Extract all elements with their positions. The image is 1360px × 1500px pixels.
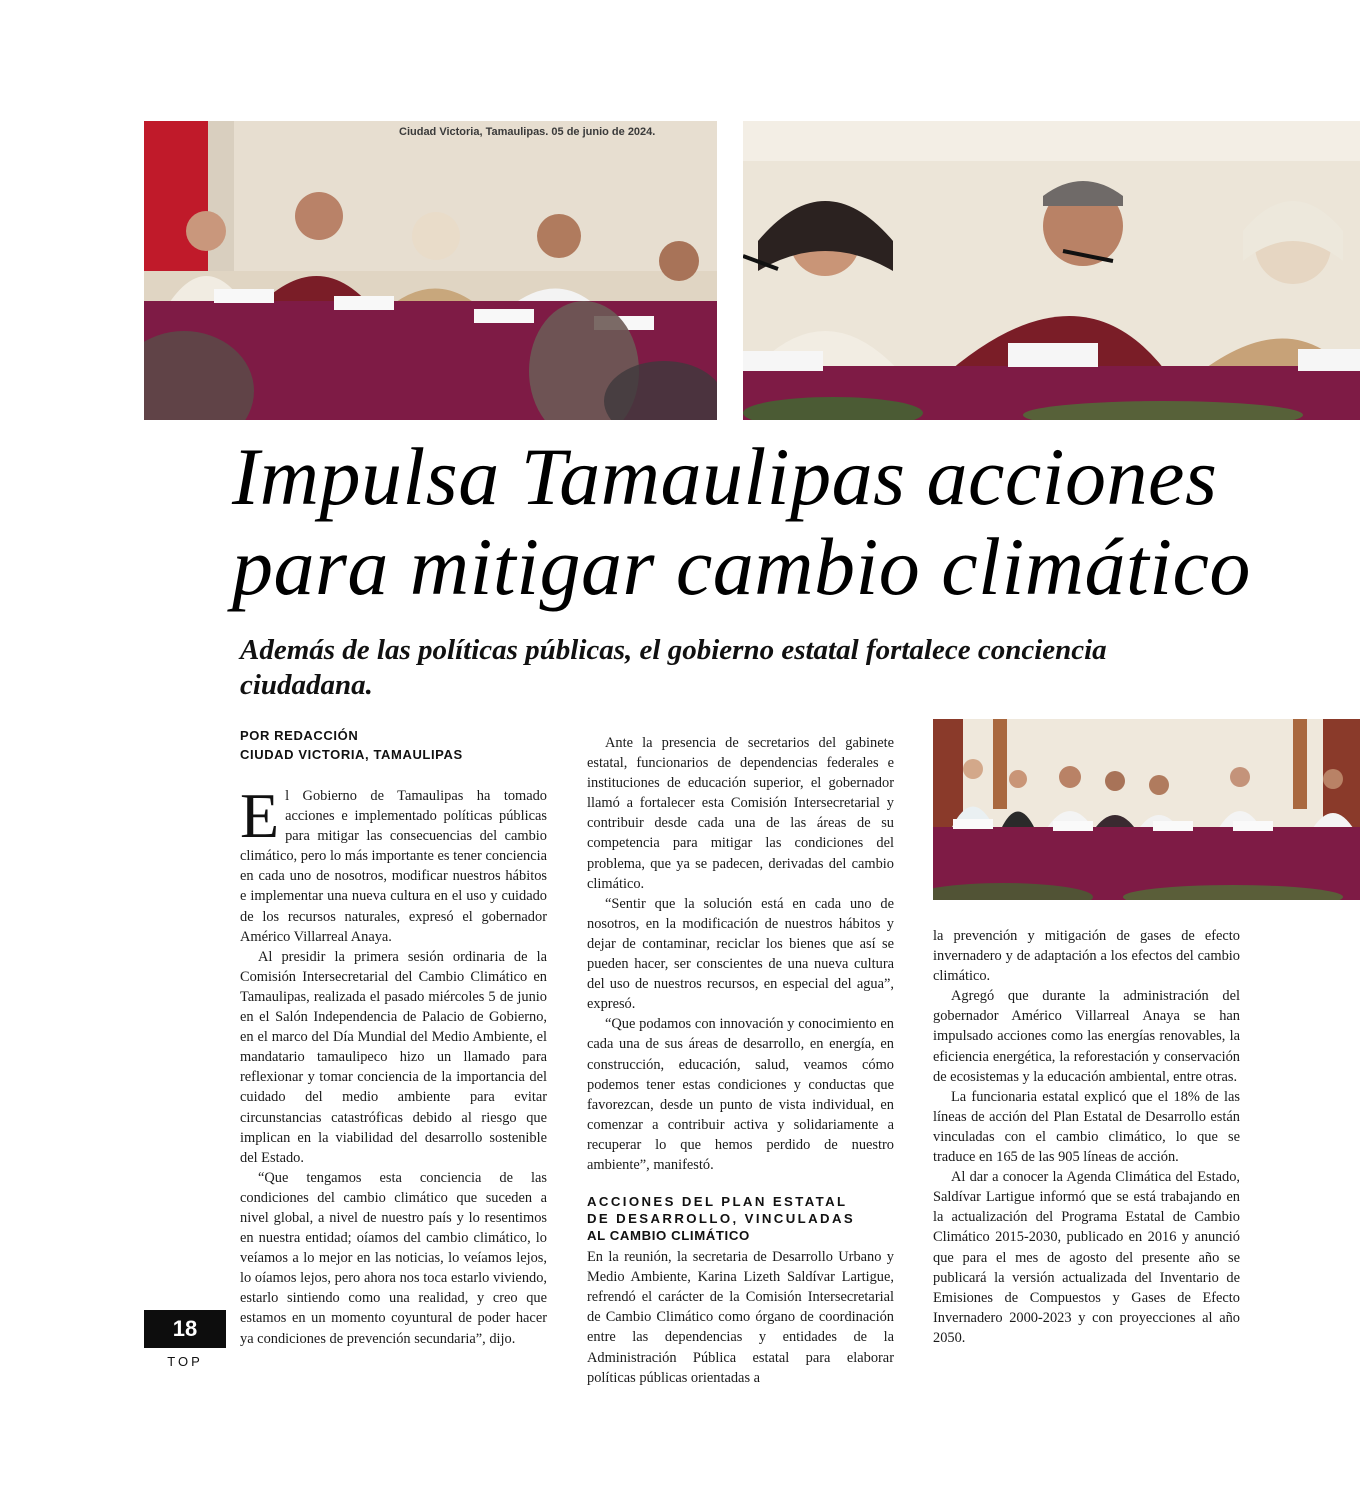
article-paragraph: Al presidir la primera sesión ordinaria de la Comisión Intersecretarial del Cambio Climático en Tamaulipas, realizada el pasado miércoles 5 de junio en el Salón Independencia de Palacio de Gobierno, en el marco del Día Mundial del Medio Ambiente, el mandatario tamaulipeco hizo un llamado para reflexionar y tomar conciencia de la importancia del cuidado del medio ambiente para evitar circunstancias catastróficas debido al riesgo que implican en la viabilidad del desarrollo sostenible del Estado. <box>240 948 547 1166</box>
article-column-2 <box>587 733 894 1388</box>
article-subheadline: Además de las políticas públicas, el gobierno estatal fortalece conciencia ciudadana. <box>240 634 1107 701</box>
section-heading: ACCIONES DEL PLAN ESTATAL DE DESARROLLO, VINCULADAS AL CAMBIO CLIMÁTICO <box>587 1194 856 1244</box>
drop-cap: E <box>240 780 280 851</box>
article-paragraph: En la reunión, la secretaria de Desarrollo Urbano y Medio Ambiente, Karina Lizeth Saldívar Lartigue, refrendó el carácter de la Comisión Intersecretarial de Cambio Climático como órgano de coordinación entre las dependencias y entidades de la Administración Pública estatal para elaborar políticas públicas orientadas a <box>587 1249 894 1386</box>
article-paragraph: “Que tengamos esta conciencia de las condiciones del cambio climático que suceden a nivel global, a nivel de nuestro país y lo resentimos en nuestra entidad; oíamos del cambio climático, lo veíamos a lo mejor en las noticias, lo veíamos lejos, lo oíamos lejos, pero ahora nos toca estarlo viviendo, estarlo sintiendo como una realidad, y creo que estamos en un momento coyuntural de poder hacer ya condiciones de prevención secundaria”, dijo. <box>240 1169 547 1347</box>
article-column-1 <box>240 780 547 1349</box>
photo-commission-panel-image <box>933 719 1360 900</box>
article-paragraph: “Sentir que la solución está en cada uno de nosotros, en la modificación de nuestros hábitos y dejar de contaminar, reciclar los bienes que así se pueden hacer, ser conscientes de una nueva cultura del uso de nuestros recursos, en especial del agua”, expresó. <box>587 895 894 1013</box>
magazine-name: TOP <box>167 1354 203 1369</box>
article-paragraph: Ante la presencia de secretarios del gabinete estatal, funcionarios de dependencias federales e instituciones de educación superior, el gobernador llamó a fortalecer esta Comisión Intersecretarial y contribuir desde cada una de las áreas de su competencia para mitigar las condiciones del problema, que ya se padecen, derivadas del cambio climático. <box>587 735 894 892</box>
photo-meeting-right-image <box>743 121 1360 420</box>
photo-meeting-left-image <box>144 121 717 420</box>
photo-commission-panel <box>933 719 1360 900</box>
article-paragraph: La funcionaria estatal explicó que el 18% de las líneas de acción del Plan Estatal de Desarrollo están vinculadas con el cambio climático, lo que se traduce en 165 de las 905 líneas de acción. <box>933 1088 1240 1166</box>
page-number: 18 <box>144 1310 226 1348</box>
article-paragraph: El Gobierno de Tamaulipas ha tomado acciones e implementado políticas públicas para mitigar las consecuencias del cambio climático, pero lo más importante es tener conciencia en cada uno de nosotros, modificar nuestros hábitos e implementar una nueva cultura en el uso y cuidado de los recursos naturales, expresó el gobernador Américo Villarreal Anaya. <box>240 780 547 945</box>
byline-author: POR REDACCIÓN <box>240 728 359 743</box>
article-paragraph: Al dar a conocer la Agenda Climática del Estado, Saldívar Lartigue informó que se está trabajando en la actualización del Programa Estatal de Cambio Climático 2015-2030, publicado en 2016 y anunció que para el mes de agosto del presente año se publicará la versión actualizada del Inventario de Emisiones de Compuestos y Gases de Efecto Invernadero 2000-2023 y con proyecciones al año 2050. <box>933 1169 1240 1346</box>
photo-meeting-right <box>743 121 1360 420</box>
photo-meeting-left <box>144 121 717 420</box>
headline-line-2: para mitigar cambio climático <box>232 521 1251 612</box>
article-paragraph: la prevención y mitigación de gases de efecto invernadero y de adaptación a los efectos del cambio climático. <box>933 928 1240 985</box>
article-headline <box>232 432 1252 612</box>
byline <box>240 726 463 764</box>
article-column-3 <box>933 926 1240 1348</box>
article-paragraph: “Que podamos con innovación y conocimiento en cada una de sus áreas de desarrollo, en energía, en construcción, educación, salud, veamos cómo podemos tener estas condiciones y conductas que favorezcan, desde un punto de vista individual, en comenzar a contribuir activa y solidariamente a recuperar lo que hemos perdido de nuestro ambiente”, manifestó. <box>587 1016 894 1173</box>
photo-caption: Ciudad Victoria, Tamaulipas. 05 de junio de 2024. <box>399 126 656 138</box>
article-paragraph: Agregó que durante la administración del gobernador Américo Villarreal Anaya se han impulsado acciones como las energías renovables, la eficiencia energética, la reforestación y conservación de ecosistemas y la educación ambiental, entre otras. <box>933 988 1240 1085</box>
byline-place: CIUDAD VICTORIA, TAMAULIPAS <box>240 747 463 762</box>
headline-line-1: Impulsa Tamaulipas acciones <box>232 431 1218 522</box>
